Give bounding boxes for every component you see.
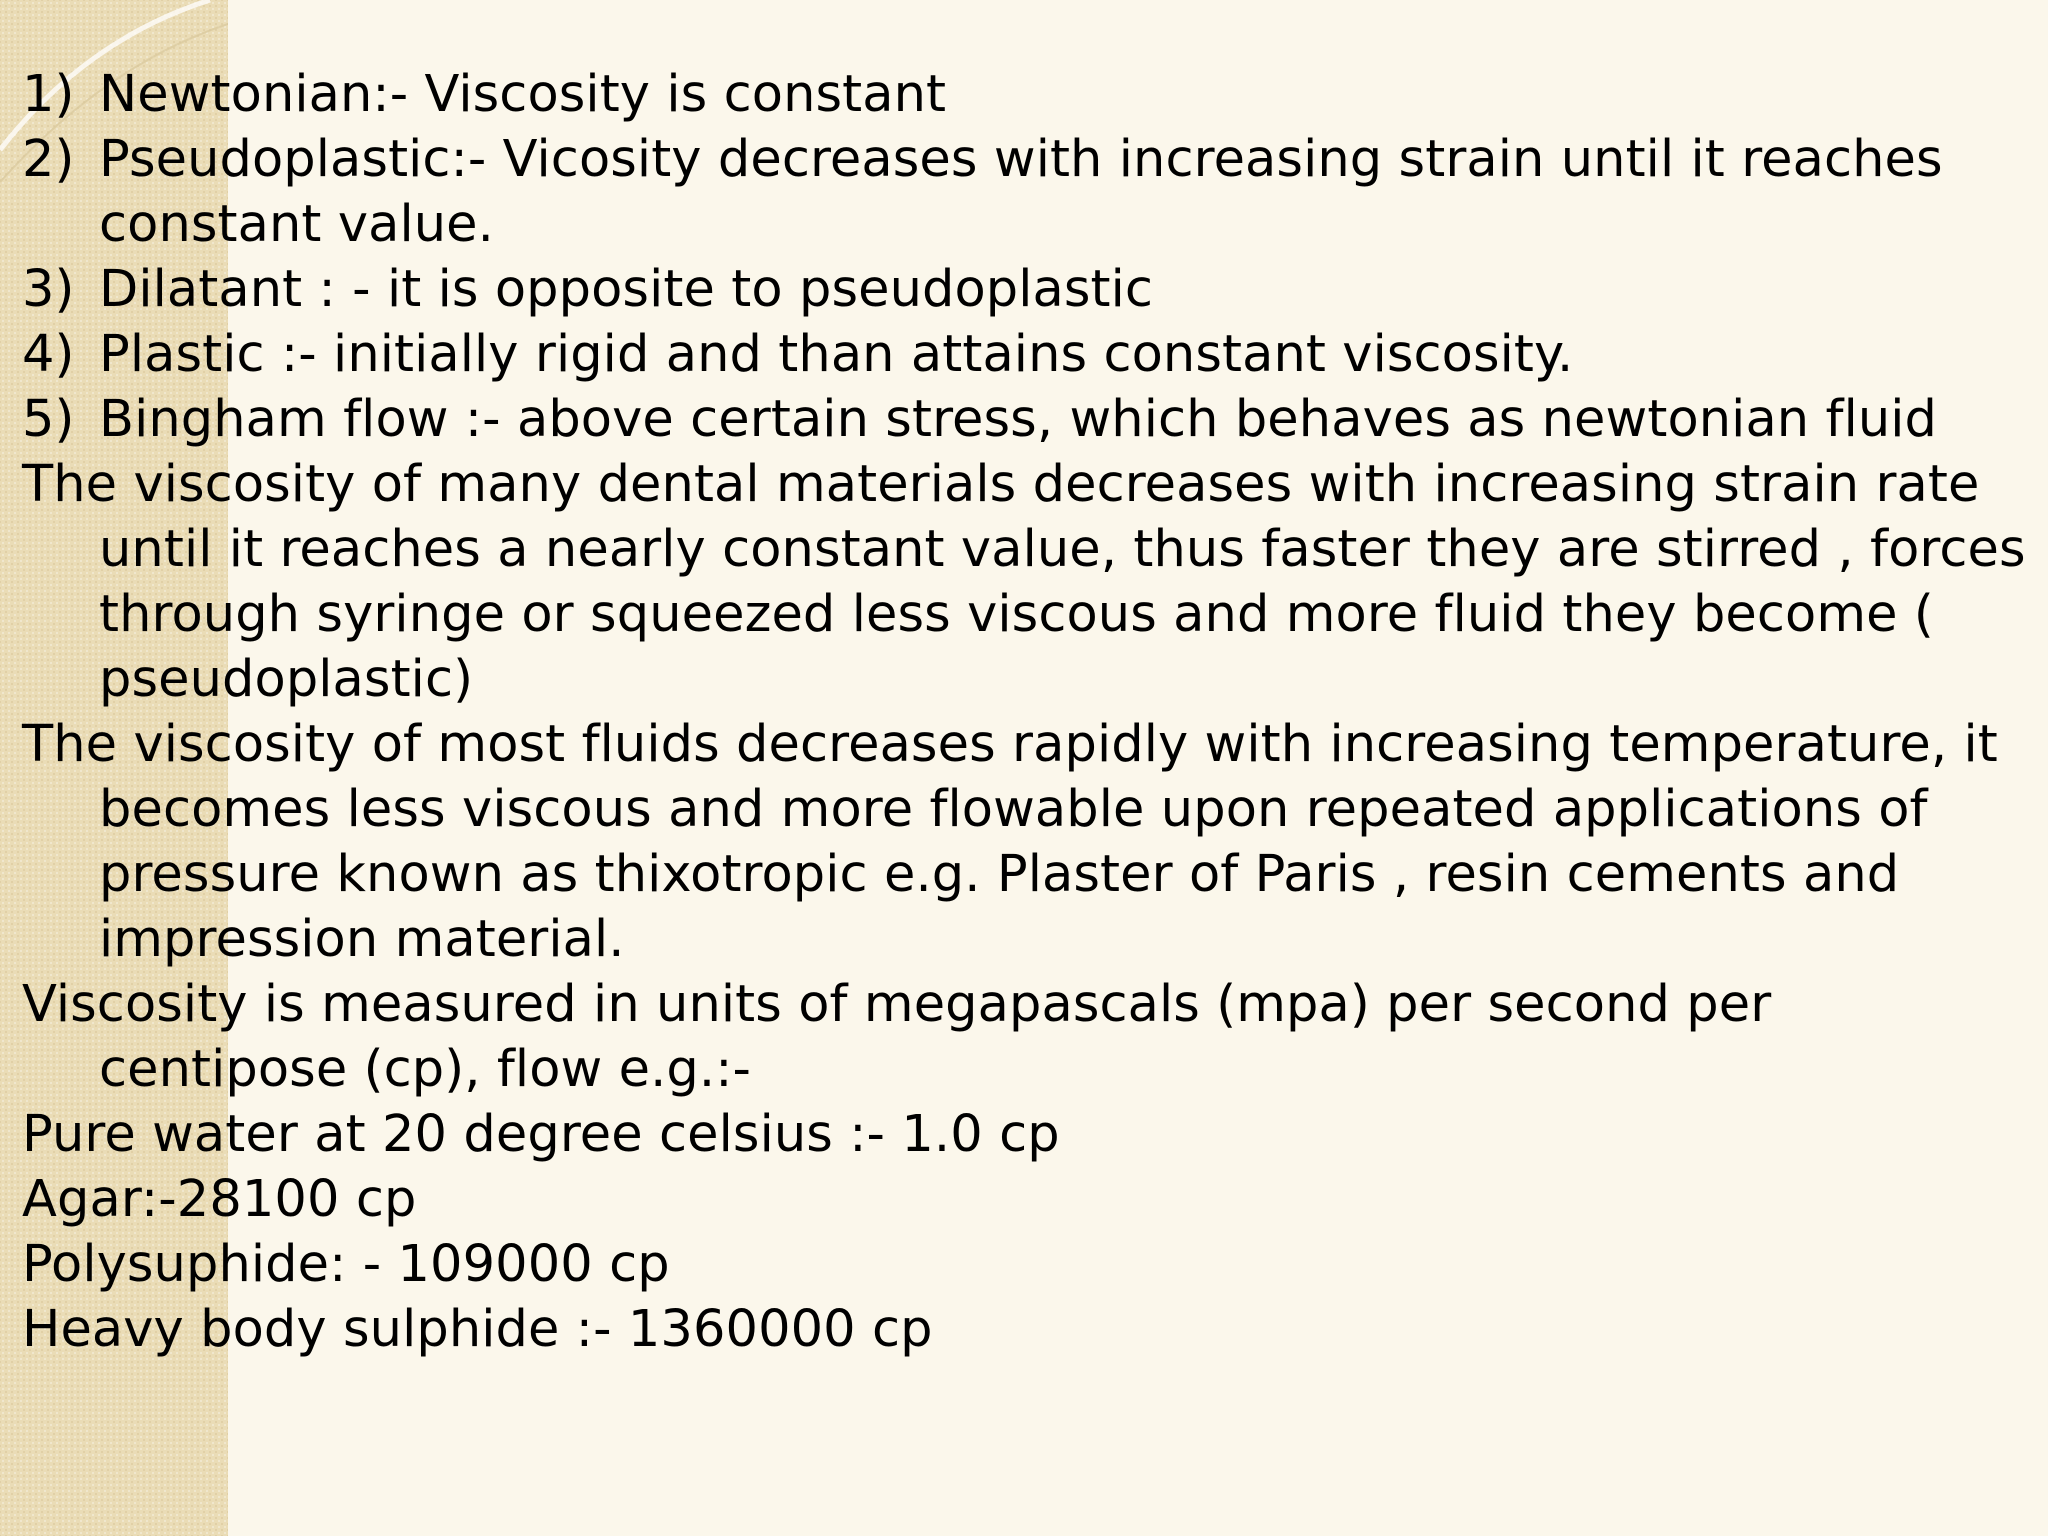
slide-content: [22, 62, 2032, 1362]
list-number: 5): [22, 390, 75, 449]
list-number: 2): [22, 130, 75, 189]
list-item-dilatant: [22, 257, 2032, 322]
list-item-text: Dilatant : - it is opposite to pseudoplastic: [99, 260, 1154, 319]
paragraph-dental-materials-viscosity: The viscosity of many dental materials decreases with increasing strain rate until it reaches a nearly constant value, thus faster they are stirred , forces through syringe or squeezed less viscous and more fluid they become ( pseudoplastic): [22, 455, 2026, 709]
list-item-text: Bingham flow :- above certain stress, which behaves as newtonian fluid: [99, 390, 1938, 449]
list-item-plastic: [22, 322, 2032, 387]
list-item-text: Plastic :- initially rigid and than attains constant viscosity.: [99, 325, 1574, 384]
list-item-newtonian: [22, 62, 2032, 127]
paragraph-temperature-viscosity: The viscosity of most fluids decreases rapidly with increasing temperature, it becomes less viscous and more flowable upon repeated applications of pressure known as thixotropic e.g. Plaster of Paris , resin cements and impression material.: [22, 715, 1998, 969]
list-number: 3): [22, 260, 75, 319]
list-number: 4): [22, 325, 75, 384]
list-number: 1): [22, 65, 75, 124]
value-heavy-body-sulphide: Heavy body sulphide :- 1360000 cp: [22, 1300, 933, 1359]
value-polysulphide: Polysuphide: - 109000 cp: [22, 1235, 670, 1294]
value-agar: Agar:-28100 cp: [22, 1170, 417, 1229]
list-item-bingham-flow: [22, 387, 2032, 452]
value-pure-water: Pure water at 20 degree celsius :- 1.0 cp: [22, 1105, 1060, 1164]
list-item-text: Pseudoplastic:- Vicosity decreases with increasing strain until it reaches constant value.: [99, 130, 1943, 254]
paragraph-viscosity-units: Viscosity is measured in units of megapascals (mpa) per second per centipose (cp), flow e.g.:-: [22, 975, 1772, 1099]
list-item-pseudoplastic: [22, 127, 2032, 257]
list-item-text: Newtonian:- Viscosity is constant: [99, 65, 947, 124]
